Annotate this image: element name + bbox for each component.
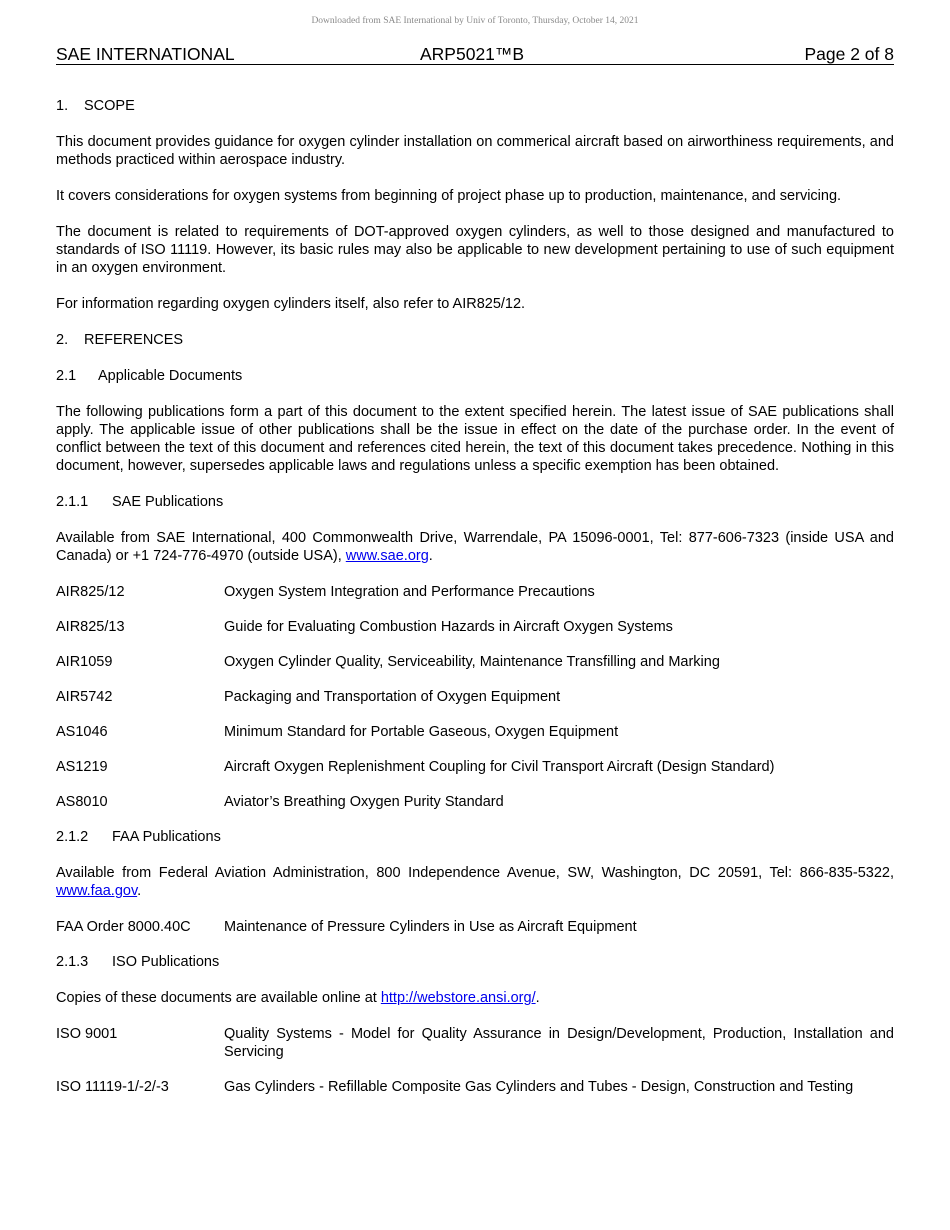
section-references-heading (56, 331, 894, 349)
scope-paragraph: This document provides guidance for oxygen cylinder installation on commerical aircraft based on airworthiness requirements, and methods practiced within aerospace industry. (56, 134, 894, 168)
reference-row (56, 1025, 894, 1061)
subsection-number: 2.1.3 (56, 954, 89, 970)
header-page-number: Page 2 of 8 (804, 44, 894, 64)
reference-title: Oxygen System Integration and Performance Precautions (224, 584, 595, 600)
reference-title: Guide for Evaluating Combustion Hazards in Aircraft Oxygen Systems (224, 619, 673, 635)
reference-code: AS8010 (56, 794, 108, 810)
header-doc-id: ARP5021™B (420, 44, 525, 64)
scope-paragraph: For information regarding oxygen cylinders itself, also refer to AIR825/12. (56, 296, 526, 312)
reference-row (56, 653, 894, 671)
reference-row (56, 583, 894, 601)
reference-code: AIR5742 (56, 689, 113, 705)
download-watermark: Downloaded from SAE International by Univ of Toronto, Thursday, October 14, 2021 (311, 16, 639, 26)
iso-availability-text: Copies of these documents are available online at (56, 990, 381, 1006)
reference-row (56, 688, 894, 706)
reference-code: AIR1059 (56, 654, 113, 670)
reference-row (56, 1078, 894, 1096)
subsection-number: 2.1 (56, 368, 77, 384)
subsection-title: FAA Publications (112, 829, 221, 845)
reference-code: AIR825/12 (56, 584, 125, 600)
reference-code: FAA Order 8000.40C (56, 919, 191, 935)
subsection-title: Applicable Documents (98, 368, 243, 384)
section-title: REFERENCES (84, 332, 184, 348)
reference-code: ISO 11119-1/-2/-3 (56, 1079, 169, 1095)
reference-code: AIR825/13 (56, 619, 125, 635)
reference-code: AS1046 (56, 724, 108, 740)
subsection-faa-publications-heading (56, 828, 894, 846)
subsection-iso-publications-heading (56, 953, 894, 971)
subsection-applicable-documents-heading (56, 367, 894, 385)
reference-row (56, 758, 894, 776)
reference-title: Oxygen Cylinder Quality, Serviceability, Maintenance Transfilling and Marking (224, 654, 720, 670)
reference-title: Gas Cylinders - Refillable Composite Gas Cylinders and Tubes - Design, Construction and Testing (224, 1079, 854, 1095)
reference-title: Aircraft Oxygen Replenishment Coupling for Civil Transport Aircraft (Design Standard) (224, 759, 775, 775)
faa-website-link[interactable]: www.faa.gov (56, 883, 138, 899)
section-title: SCOPE (84, 98, 135, 114)
reference-row (56, 723, 894, 741)
ansi-webstore-link[interactable]: http://webstore.ansi.org/ (380, 990, 536, 1006)
page-header (56, 44, 894, 65)
subsection-title: ISO Publications (112, 954, 220, 970)
iso-availability-paragraph: Copies of these documents are available online at http://webstore.ansi.org/. (56, 990, 540, 1006)
reference-code: AS1219 (56, 759, 108, 775)
subsection-number: 2.1.1 (56, 494, 89, 510)
header-org: SAE INTERNATIONAL (56, 44, 235, 64)
applicable-documents-paragraph: The following publications form a part of this document to the extent specified herein. The latest issue of SAE publications shall apply. The applicable issue of other publications shall be the issue in effect on the date of the purchase order. In the event of conflict between the text of this document and references cited herein, the text of this document takes precedence. Nothing in this document, however, supersedes applicable laws and regulations unless a specific exemption has been obtained. (56, 404, 894, 474)
reference-title: Maintenance of Pressure Cylinders in Use as Aircraft Equipment (224, 919, 637, 935)
scope-paragraph: It covers considerations for oxygen systems from beginning of project phase up to production, maintenance, and servicing. (56, 188, 842, 204)
subsection-number: 2.1.2 (56, 829, 89, 845)
faa-availability-paragraph: Available from Federal Aviation Administration, 800 Independence Avenue, SW, Washington, DC 20591, Tel: 866-835-5322, www.faa.gov. (56, 865, 894, 899)
scope-paragraph: The document is related to requirements of DOT-approved oxygen cylinders, as well to those designed and manufactured to standards of ISO 11119. However, its basic rules may also be applicable to new development pertaining to use of such equipment in an oxygen environment. (56, 224, 894, 276)
section-scope-heading (56, 97, 894, 115)
subsection-sae-publications-heading (56, 493, 894, 511)
sae-availability-text: Available from SAE International, 400 Commonwealth Drive, Warrendale, PA 15096-0001, Tel: 877-606-7323 (inside USA and Canada) or +1 724-776-4970 (outside USA), (56, 530, 894, 564)
sae-website-link[interactable]: www.sae.org (345, 548, 429, 564)
faa-availability-text: Available from Federal Aviation Administration, 800 Independence Avenue, SW, Washington, DC 20591, Tel: 866-835-5322, (56, 865, 894, 881)
section-number: 1. (56, 98, 69, 114)
reference-title: Aviator’s Breathing Oxygen Purity Standard (224, 794, 504, 810)
reference-row (56, 618, 894, 636)
subsection-title: SAE Publications (112, 494, 224, 510)
reference-title: Minimum Standard for Portable Gaseous, Oxygen Equipment (224, 724, 619, 740)
reference-title: Packaging and Transportation of Oxygen Equipment (224, 689, 561, 705)
section-number: 2. (56, 332, 69, 348)
reference-code: ISO 9001 (56, 1026, 118, 1042)
document-body (56, 97, 894, 1113)
reference-row (56, 918, 894, 936)
reference-row (56, 793, 894, 811)
sae-availability-paragraph: Available from SAE International, 400 Commonwealth Drive, Warrendale, PA 15096-0001, Tel: 877-606-7323 (inside USA and Canada) or +1 724-776-4970 (outside USA), www.sae.org. (56, 530, 894, 564)
reference-title: Quality Systems - Model for Quality Assurance in Design/Development, Production, Installation and Servicing (224, 1026, 894, 1060)
